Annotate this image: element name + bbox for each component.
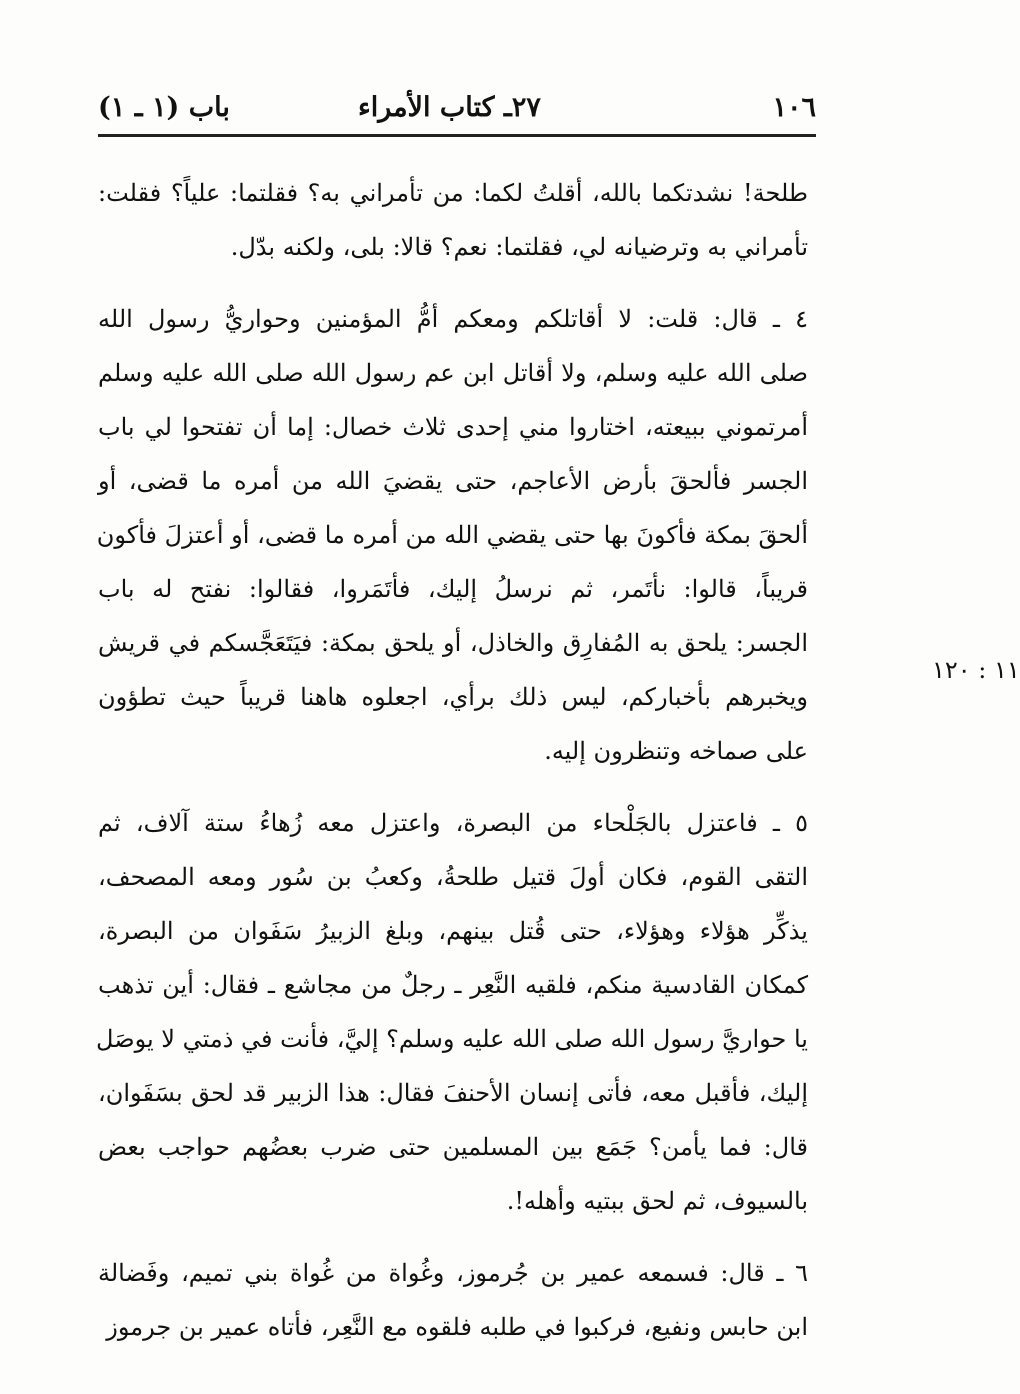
- paragraph-gap: [98, 1228, 808, 1246]
- running-title: ٢٧ـ كتاب الأمراء: [358, 92, 541, 123]
- text-line: ٤ ـ قال: قلت: لا أقاتلكم ومعكم أمُّ المؤمنين وحواريُّ رسول الله: [98, 305, 809, 333]
- paragraph: [98, 166, 808, 274]
- text-line: قريباً، قالوا: نأتَمر، ثم نرسلُ إليك، فأتَمَروا، فقالوا: نفتح له باب: [98, 575, 808, 603]
- paragraph: [98, 796, 808, 1228]
- text-line: أمرتموني ببيعته، اختاروا مني إحدى ثلاث خصال: إما أن تفتحوا لي باب: [98, 413, 808, 441]
- text-line: ٦ ـ قال: فسمعه عمير بن جُرموز، وغُواة من غُواة بني تميم، وفَضالة: [98, 1259, 808, 1287]
- paragraph: [98, 1246, 808, 1354]
- text-line: صلى الله عليه وسلم، ولا أقاتل ابن عم رسول الله صلى الله عليه وسلم: [98, 359, 808, 387]
- page-header: [98, 86, 816, 132]
- header-rule: [98, 134, 816, 137]
- text-line: ٥ ـ فاعتزل بالجَلْحاء من البصرة، واعتزل معه زُهاءُ ستة آلاف، ثم: [98, 809, 808, 837]
- text-line: الجسر: يلحق به المُفارِق والخاذل، أو يلحق بمكة: فيَتَعَجَّسكم في قريش: [98, 629, 808, 657]
- page-number: ١٠٦: [772, 92, 816, 123]
- paragraph-gap: [98, 778, 808, 796]
- text-line: كمكان القادسية منكم، فلقيه النَّعِر ـ رجلٌ من مجاشع ـ فقال: أين تذهب: [98, 971, 808, 999]
- text-line: ويخبرهم بأخباركم، ليس ذلك برأي، اجعلوه هاهنا قريباً حيث تطؤون: [98, 683, 809, 711]
- text-line: قال: فما يأمن؟ جَمَع بين المسلمين حتى ضرب بعضُهم حواجب بعض: [98, 1133, 808, 1161]
- text-body: [98, 166, 808, 1354]
- paragraph-gap: [98, 274, 808, 292]
- text-line: الجسر فألحقَ بأرض الأعاجم، حتى يقضيَ الله من أمره ما قضى، أو: [98, 467, 808, 495]
- paragraph: [98, 292, 808, 778]
- text-line: على صماخه وتنظرون إليه.: [544, 737, 808, 765]
- text-line: ابن حابس ونفيع، فركبوا في طلبه فلقوه مع النَّعِر، فأتاه عمير بن جرموز: [106, 1313, 808, 1341]
- text-line: إليك، فأقبل معه، فأتى إنسان الأحنفَ فقال: هذا الزبير قد لحق بسَفَوان،: [98, 1079, 808, 1107]
- text-line: طلحة! نشدتكما بالله، أقلتُ لكما: من تأمراني به؟ فقلتما: علياً؟ فقلت:: [98, 179, 808, 207]
- text-line: بالسيوف، ثم لحق ببتيه وأهله!.: [506, 1187, 808, 1215]
- text-line: يا حواريَّ رسول الله صلى الله عليه وسلم؟ إليَّ، فأنت في ذمتي لا يوصَل: [96, 1025, 808, 1053]
- chapter-reference: باب (١ ـ ١): [98, 92, 230, 123]
- text-line: يذكِّر هؤلاء وهؤلاء، حتى قُتل بينهم، وبلغ الزبيرُ سَفَوان من البصرة،: [98, 917, 808, 945]
- text-line: تأمراني به وترضيانه لي، فقلتما: نعم؟ قالا: بلى، ولكنه بدّل.: [230, 233, 808, 261]
- text-line: التقى القوم، فكان أولَ قتيل طلحةُ، وكعبُ بن سُور ومعه المصحف،: [98, 863, 808, 891]
- text-line: ألحقَ بمكة فأكونَ بها حتى يقضي الله من أمره ما قضى، أو أعتزلَ فأكون: [96, 521, 808, 549]
